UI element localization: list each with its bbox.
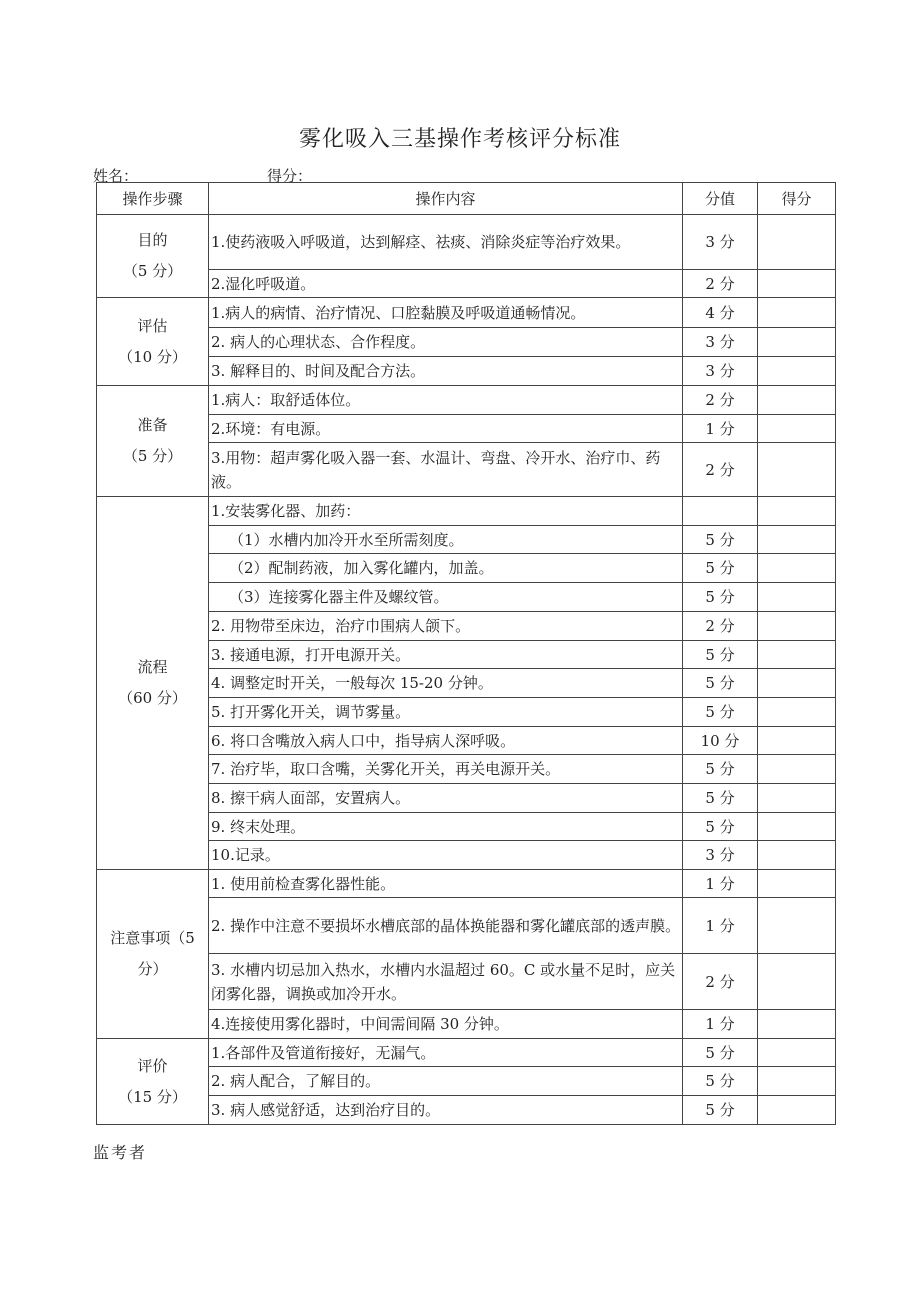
step-score: （10 分） — [118, 347, 187, 366]
content-cell: 3. 病人感觉舒适，达到治疗目的。 — [209, 1096, 683, 1125]
got-score-cell[interactable] — [758, 583, 836, 612]
table-header-row — [97, 183, 836, 215]
step-name: 流程 — [137, 658, 168, 676]
content-cell: 2. 病人配合，了解目的。 — [209, 1067, 683, 1096]
content-cell: （2）配制药液，加入雾化罐内，加盖。 — [209, 554, 683, 583]
score-cell: 2 分 — [683, 612, 758, 641]
score-cell: 1 分 — [683, 1010, 758, 1039]
content-cell: 2. 操作中注意不要损坏水槽底部的晶体换能器和雾化罐底部的透声膜。 — [209, 898, 683, 954]
content-cell: 3.用物：超声雾化吸入器一套、水温计、弯盘、冷开水、治疗巾、药液。 — [209, 443, 683, 497]
content-cell: （3）连接雾化器主件及螺纹管。 — [209, 583, 683, 612]
content-cell: 1.安装雾化器、加药： — [209, 497, 683, 526]
name-label: 姓名： — [93, 167, 139, 185]
table-body — [97, 215, 836, 1125]
header-step: 操作步骤 — [97, 183, 209, 215]
got-score-cell[interactable] — [758, 784, 836, 813]
got-score-cell[interactable] — [758, 813, 836, 841]
step-cell — [97, 215, 209, 298]
score-cell: 3 分 — [683, 215, 758, 270]
table-row — [97, 386, 836, 415]
content-cell: 6. 将口含嘴放入病人口中，指导病人深呼吸。 — [209, 727, 683, 755]
table-row — [97, 215, 836, 270]
step-name: 评估 — [137, 316, 168, 335]
got-score-cell[interactable] — [758, 497, 836, 526]
score-cell: 3 分 — [683, 357, 758, 386]
score-cell: 5 分 — [683, 698, 758, 727]
score-cell: 5 分 — [683, 813, 758, 841]
content-cell: 5. 打开雾化开关，调节雾量。 — [209, 698, 683, 727]
content-cell: 3. 解释目的、时间及配合方法。 — [209, 357, 683, 386]
content-cell: 2.湿化呼吸道。 — [209, 270, 683, 298]
examiner-label: 监考者 — [93, 1143, 148, 1162]
got-score-cell[interactable] — [758, 526, 836, 554]
got-score-cell[interactable] — [758, 357, 836, 386]
score-cell: 5 分 — [683, 554, 758, 583]
got-score-cell[interactable] — [758, 554, 836, 583]
table-row — [97, 497, 836, 526]
got-score-cell[interactable] — [758, 215, 836, 270]
step-score: 分） — [137, 960, 168, 978]
content-cell: 1. 使用前检查雾化器性能。 — [209, 870, 683, 898]
got-score-cell[interactable] — [758, 841, 836, 870]
score-cell: 5 分 — [683, 641, 758, 669]
got-score-cell[interactable] — [758, 669, 836, 698]
step-score: （5 分） — [122, 262, 183, 280]
got-score-cell[interactable] — [758, 1067, 836, 1096]
document-title: 雾化吸入三基操作考核评分标准 — [298, 127, 621, 152]
header-content: 操作内容 — [209, 183, 683, 215]
score-cell: 1 分 — [683, 415, 758, 443]
step-score: （5 分） — [122, 447, 183, 465]
header-score: 分值 — [683, 183, 758, 215]
content-cell: 1.病人：取舒适体位。 — [209, 386, 683, 415]
step-name: 准备 — [137, 416, 168, 434]
score-cell: 10 分 — [683, 727, 758, 755]
table-row — [97, 1039, 836, 1067]
score-cell — [683, 497, 758, 526]
step-cell — [97, 1039, 209, 1125]
got-score-cell[interactable] — [758, 386, 836, 415]
content-cell: 4.连接使用雾化器时，中间需间隔 30 分钟。 — [209, 1010, 683, 1039]
content-cell: 9. 终末处理。 — [209, 813, 683, 841]
table-row — [97, 870, 836, 898]
score-cell: 2 分 — [683, 954, 758, 1010]
content-cell: 4. 调整定时开关，一般每次 15-20 分钟。 — [209, 669, 683, 698]
content-cell: 1.各部件及管道衔接好，无漏气。 — [209, 1039, 683, 1067]
header-got: 得分 — [758, 183, 836, 215]
step-cell — [97, 386, 209, 497]
score-label: 得分： — [267, 167, 313, 185]
step-cell — [97, 497, 209, 870]
score-cell: 5 分 — [683, 1067, 758, 1096]
score-cell: 3 分 — [683, 328, 758, 357]
score-cell: 5 分 — [683, 526, 758, 554]
step-cell — [97, 298, 209, 386]
score-cell: 5 分 — [683, 784, 758, 813]
got-score-cell[interactable] — [758, 328, 836, 357]
got-score-cell[interactable] — [758, 298, 836, 328]
content-cell: 2.环境：有电源。 — [209, 415, 683, 443]
score-cell: 2 分 — [683, 443, 758, 497]
score-cell: 4 分 — [683, 298, 758, 328]
got-score-cell[interactable] — [758, 755, 836, 784]
got-score-cell[interactable] — [758, 727, 836, 755]
score-cell: 5 分 — [683, 1039, 758, 1067]
table-row — [97, 298, 836, 328]
step-name: 注意事项（5 — [110, 929, 195, 947]
content-cell: 7. 治疗毕，取口含嘴，关雾化开关，再关电源开关。 — [209, 755, 683, 784]
score-cell: 2 分 — [683, 270, 758, 298]
got-score-cell[interactable] — [758, 1096, 836, 1125]
got-score-cell[interactable] — [758, 898, 836, 954]
score-cell: 2 分 — [683, 386, 758, 415]
content-cell: 3. 接通电源，打开电源开关。 — [209, 641, 683, 669]
content-cell: 2. 病人的心理状态、合作程度。 — [209, 328, 683, 357]
got-score-cell[interactable] — [758, 443, 836, 497]
score-cell: 5 分 — [683, 669, 758, 698]
got-score-cell[interactable] — [758, 954, 836, 1010]
score-cell: 3 分 — [683, 841, 758, 870]
got-score-cell[interactable] — [758, 1039, 836, 1067]
score-cell: 1 分 — [683, 898, 758, 954]
got-score-cell[interactable] — [758, 641, 836, 669]
step-name: 评价 — [137, 1056, 168, 1075]
step-score: （60 分） — [118, 689, 187, 707]
content-cell: 3. 水槽内切忌加入热水，水槽内水温超过 60。C 或水量不足时，应关闭雾化器，调换或加冷开水。 — [209, 954, 683, 1010]
step-score: （15 分） — [118, 1087, 187, 1106]
got-score-cell[interactable] — [758, 612, 836, 641]
score-cell: 1 分 — [683, 870, 758, 898]
score-cell: 5 分 — [683, 1096, 758, 1125]
step-name: 目的 — [137, 231, 168, 249]
got-score-cell[interactable] — [758, 415, 836, 443]
got-score-cell[interactable] — [758, 1010, 836, 1039]
got-score-cell[interactable] — [758, 870, 836, 898]
score-cell: 5 分 — [683, 583, 758, 612]
scoring-table — [96, 182, 836, 1125]
content-cell: 1.使药液吸入呼吸道，达到解痉、祛痰、消除炎症等治疗效果。 — [209, 215, 683, 270]
got-score-cell[interactable] — [758, 270, 836, 298]
content-cell: 10.记录。 — [209, 841, 683, 870]
content-cell: 2. 用物带至床边，治疗巾围病人颌下。 — [209, 612, 683, 641]
got-score-cell[interactable] — [758, 698, 836, 727]
step-cell — [97, 870, 209, 1039]
content-cell: 1.病人的病情、治疗情况、口腔黏膜及呼吸道通畅情况。 — [209, 298, 683, 328]
content-cell: 8. 擦干病人面部，安置病人。 — [209, 784, 683, 813]
content-cell: （1）水槽内加冷开水至所需刻度。 — [209, 526, 683, 554]
score-cell: 5 分 — [683, 755, 758, 784]
